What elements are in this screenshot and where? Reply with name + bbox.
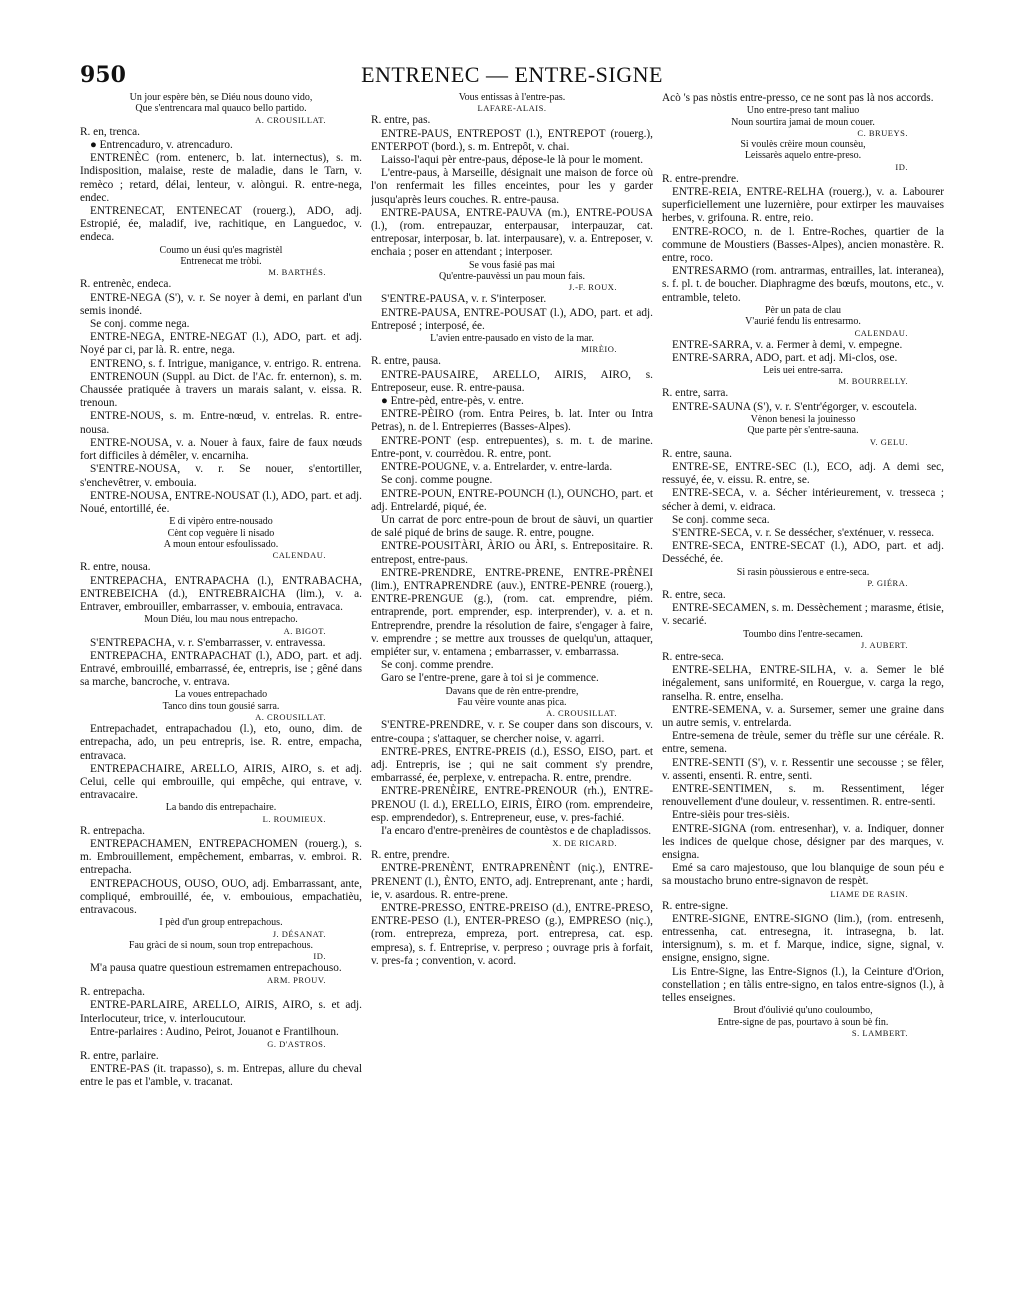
- quotation-line: Un jour espère bèn, se Diéu nous douno vido,: [129, 92, 313, 103]
- dictionary-entry: R. entre-seca.: [662, 650, 724, 663]
- quotation-line: Vous entissas à l'entre-pas.: [458, 92, 566, 103]
- quotation-line: Entrenecat me tròbi.: [180, 256, 262, 268]
- quotation-author: A. BIGOT.: [283, 625, 326, 636]
- quotation-author: LAFARE-ALAIS.: [477, 103, 547, 114]
- dictionary-entry: ENTRE-SARRA, v. a. Fermer à demi, v. empegne.: [672, 338, 903, 351]
- quotation-author: P. GIÉRA.: [867, 577, 908, 588]
- dictionary-entry: ENTRE-SENTI (S'), v. r. Ressentir une secousse ; se fêler, v. assenti, ensenti. R. entre, senti.: [662, 756, 944, 782]
- dictionary-entry: I'a encaro d'entre-prenèires de countèstos e de chapladissos.: [381, 824, 652, 837]
- quotation-line: Si voulès crèire moun counsèu,: [740, 139, 866, 151]
- quotation-line: Brout d'óulivié qu'uno couloumbo,: [733, 1005, 873, 1017]
- quotation-line: Fau vèire vounte anas pica.: [457, 696, 567, 708]
- dictionary-entry: S'ENTRE-NOUSA, v. r. Se nouer, s'entortiller, s'enchevêtrer, v. embouia.: [80, 463, 362, 489]
- dictionary-entry: Lis Entre-Signe, las Entre-Signos (l.), la Ceinture d'Orion, constellation ; en tàlis entre-signo, en talos entre-signos (l.), à telles enseignes.: [662, 965, 944, 1005]
- quotation-author: J. DÉSANAT.: [272, 928, 326, 939]
- dictionary-entry: R. entre, pas.: [371, 114, 431, 127]
- dictionary-entry: Se conj. comme nega.: [90, 318, 190, 331]
- quotation-author: G. D'ASTROS.: [267, 1039, 326, 1050]
- running-title: ENTRENEC — ENTRE-SIGNE: [361, 62, 663, 87]
- dictionary-entry: ENTRE-NOUSA, ENTRE-NOUSAT (l.), ADO, part. et adj. Noué, entortillé, ée.: [80, 489, 362, 515]
- dictionary-entry: ENTRE-SECA, ENTRE-SECAT (l.), ADO, part. et adj. Desséché, ée.: [662, 540, 944, 566]
- dictionary-entry: Laisso-l'aqui pèr entre-paus, dépose-le là pour le moment.: [381, 154, 644, 167]
- dictionary-entry: ENTRE-POUSITÀRI, ÀRIO ou ÀRI, s. Entrepositaire. R. entrepost, entre-paus.: [371, 540, 653, 566]
- dictionary-entry: Entrepachadet, entrapachadou (l.), eto, ouno, dim. de entrepacha, ado, un peu entrepris, ise. R. entre, empacha, entravaca.: [80, 723, 362, 762]
- quotation-author: M. BOURRELLY.: [838, 376, 908, 387]
- dictionary-entry: ● Entre-pèd, entre-pès, v. entre.: [381, 395, 524, 408]
- dictionary-entry: ENTRE-NEGA (S'), v. r. Se noyer à demi, en parlant d'un semis inondé.: [80, 291, 362, 317]
- dictionary-entry: Se conj. comme seca.: [672, 513, 770, 526]
- dictionary-entry: Garo se l'entre-prene, gare à toi si je commence.: [381, 672, 599, 685]
- dictionary-entry: ENTRE-NEGA, ENTRE-NEGAT (l.), ADO, part. et adj. Noyé par ci, par là. R. entre, nega.: [80, 331, 362, 357]
- quotation-line: La bando dis entrepachaire.: [165, 802, 277, 814]
- quotation-line: Uno entre-preso tant maliuo: [746, 105, 860, 117]
- dictionary-entry: R. entre, seca.: [662, 588, 726, 601]
- dictionary-entry: R. entre-prendre.: [662, 172, 739, 185]
- dictionary-entry: R. en, trenca.: [80, 125, 140, 138]
- quotation-author: ID.: [895, 161, 908, 172]
- quotation-author: L. ROUMIEUX.: [262, 813, 326, 824]
- quotation-author: X. DE RICARD.: [552, 838, 617, 849]
- quotation-author: J. AUBERT.: [860, 639, 908, 650]
- quotation-author: MIRÈIO.: [581, 344, 617, 355]
- column-middle: [371, 92, 653, 1290]
- column-right: [662, 92, 944, 1290]
- dictionary-entry: R. entrepacha.: [80, 824, 145, 837]
- dictionary-entry: ENTRE-NOUSA, v. a. Nouer à faux, faire de faux nœuds fort difficiles à démêler, v. encarniha.: [80, 436, 362, 463]
- dictionary-entry: R. entre-signe.: [662, 899, 729, 912]
- quotation-author: A. CROUSILLAT.: [255, 114, 326, 125]
- dictionary-entry: S'ENTRE-SECA, v. r. Se dessécher, s'exténuer, v. resseca.: [672, 526, 935, 539]
- dictionary-entry: ENTRE-PARLAIRE, ARELLO, AIRIS, AIRO, s. et adj. Interlocuteur, trice, v. interloucutour.: [80, 999, 362, 1025]
- quotation-author: ARM. PROUV.: [267, 975, 326, 986]
- quotation-line: La voues entrepachado: [174, 689, 268, 701]
- dictionary-entry: ENTRE-PRESSO, ENTRE-PREISO (d.), ENTRE-PRESO, ENTRE-PESO (l.), ENTER-PRESO (g.), EMPRESO (niç.), (rom. entrepreza, empreza, port. entrepresa, cat. esp. empresa), s. f. Entreprise, v. perpreso ; ouvrage pris à forfait, v. pres-fa ; convention, v. acord.: [371, 902, 653, 967]
- quotation-line: Si rasin pòussierous e entre-seca.: [736, 566, 870, 578]
- dictionary-entry: S'ENTRE-PAUSA, v. r. S'interposer.: [381, 293, 547, 306]
- quotation-line: E di vipèro entre-nousado: [169, 516, 273, 528]
- dictionary-entry: R. entrepacha.: [80, 986, 145, 999]
- dictionary-entry: ENTRE-PRENÈNT, ENTRAPRENÈNT (niç.), ENTRE-PRENENT (l.), ÈNTO, ENTO, adj. Entreprenant, ante ; hardi, ie, v. asardous. R. entre-prene.: [371, 862, 653, 901]
- dictionary-entry: ENTRE-PÈIRO (rom. Entra Peires, b. lat. Inter ou Intra Petras), n. de l. Entrepierres (Basses-Alpes).: [371, 408, 653, 434]
- quotation-line: Que s'entrencara mal quauco bello partido.: [135, 103, 307, 115]
- quotation-line: Leis uei entre-sarra.: [763, 365, 843, 377]
- quotation-author: M. BARTHÉS.: [268, 267, 326, 278]
- dictionary-entry: ENTRE-PAUSAIRE, ARELLO, AIRIS, AIRO, s. Entreposeur, euse. R. entre-pausa.: [371, 368, 653, 394]
- dictionary-entry: ENTRE-POUN, ENTRE-POUNCH (l.), OUNCHO, part. et adj. Entrelardé, piqué, ée.: [371, 487, 653, 513]
- quotation-author: C. BRUEYS.: [857, 128, 908, 139]
- dictionary-entry: ENTRE-PRES, ENTRE-PREIS (d.), ESSO, EISO, part. et adj. Entrepris, ise ; qui ne sait comment s'y prendre, embarrassé, ée, perplexe, v. entrepacha. R. entre, prendre.: [371, 745, 653, 785]
- dictionary-entry: R. entre, sarra.: [662, 387, 729, 400]
- dictionary-entry: Se conj. comme prendre.: [381, 659, 494, 672]
- dictionary-entry: ENTRENO, s. f. Intrigue, manigance, v. entrigo. R. entrena.: [90, 357, 362, 370]
- dictionary-entry: ENTRE-PAUSA, ENTRE-POUSAT (l.), ADO, part. et adj. Entreposé ; interposé, ée.: [371, 306, 653, 332]
- dictionary-entry: ENTRE-SELHA, ENTRE-SILHA, v. a. Semer le blé inégalement, sans uniformité, en Rouergue, v. carga la rego, ranselha. R. entre, enselha.: [662, 664, 944, 703]
- quotation-line: V'aurié fendu lis entresarmo.: [745, 316, 861, 328]
- page-number: 950: [80, 62, 126, 88]
- quotation-author: A. CROUSILLAT.: [546, 708, 617, 719]
- quotation-line: Fau gràci de si noum, soun trop entrepachous.: [128, 939, 314, 951]
- dictionary-entry: ENTREPACHAMEN, ENTREPACHOMEN (rouerg.), s. m. Embrouillement, empêchement, embarras, v. embroi. R. entrepacha.: [80, 838, 362, 877]
- quotation-line: Davans que de rèn entre-prendre,: [445, 685, 579, 697]
- dictionary-entry: ENTRE-PONT (esp. entrepuentes), s. m. t. de marine. Entre-pont, v. courrèdou. R. entre, pont.: [371, 434, 653, 460]
- dictionary-entry: R. entre, sauna.: [662, 447, 732, 460]
- dictionary-entry: Entre-sièis pour tres-sièis.: [672, 809, 790, 822]
- quotation-line: Que parte pèr s'entre-sauna.: [747, 425, 859, 437]
- dictionary-entry: ENTREPACHAIRE, ARELLO, AIRIS, AIRO, s. et adj. Celui, celle qui embrouille, qui empêche, qui entrave, v. entravacaire.: [80, 762, 362, 802]
- dictionary-entry: ENTRE-SE, ENTRE-SEC (l.), ECO, adj. A demi sec, ressuyé, ée, v. eissu. R. entre, se.: [662, 460, 944, 487]
- dictionary-entry: Se conj. comme pougne.: [381, 474, 493, 487]
- quotation-line: Vènon benesi la jouinesso: [750, 413, 856, 425]
- quotation-author: J.-F. ROUX.: [568, 282, 617, 293]
- dictionary-entry: ENTRE-PAS (it. trapasso), s. m. Entrepas, allure du cheval entre le pas et l'amble, v. tracanat.: [80, 1063, 362, 1089]
- quotation-line: Leissarès aquelo entre-preso.: [744, 150, 862, 162]
- quotation-line: Noun sourtira jamai de moun couer.: [731, 116, 875, 128]
- quotation-line: Tanco dins toun gousié sarra.: [162, 700, 280, 712]
- dictionary-entry: L'entre-paus, à Marseille, désignait une maison de force où l'on renfermait les filles enceintes, pour les y garder jusqu'après leurs couches. R. entre-pausa.: [371, 167, 653, 206]
- quotation-line: Pèr un pata de clau: [764, 304, 842, 316]
- dictionary-entry: ENTRE-PAUS, ENTREPOST (l.), ENTREPOT (rouerg.), ENTERPOT (bord.), s. m. Entrepôt, v. chai.: [371, 127, 653, 153]
- dictionary-entry: ENTRE-NOUS, s. m. Entre-nœud, v. entrelas. R. entre-nousa.: [80, 410, 362, 436]
- dictionary-entry: S'ENTREPACHA, v. r. S'embarrasser, v. entravessa.: [90, 636, 326, 649]
- dictionary-entry: ENTRE-SEMENA, v. a. Sursemer, semer une graine dans un autre semis, v. entrelarda.: [662, 703, 944, 729]
- dictionary-entry: Acò 's pas nòstis entre-presso, ce ne sont pas là nos accords.: [662, 92, 934, 104]
- dictionary-entry: ENTRENÈC (rom. entenerc, b. lat. internectus), s. m. Indisposition, malaise, reste de maladie, dans le Tarn, v. remèco ; retard, délai, lenteur, v. alòngui. R. entre-nega, endec.: [80, 152, 362, 204]
- dictionary-entry: ENTRE-SENTIMEN, s. m. Ressentiment, léger renouvellement d'une douleur, v. ressentimen. R. entre-senti.: [662, 782, 944, 809]
- dictionary-entry: ENTREPACHOUS, OUSO, OUO, adj. Embarrassant, ante, compliqué, embrouillé, ée, v. embouious, empachatièu, entravacous.: [80, 877, 362, 917]
- dictionary-entry: ENTRE-PRENDRE, ENTRE-PRENE, ENTRE-PRÈNEI (lim.), ENTRAPRENDRE (auv.), ENTRE-PENRE (rouerg.), ENTRE-PRENGUE (g.), (rom. cat. emprendre, piém. entraprende, port. emprender, esp. interprender), v. a. et n. Entreprendre, prendre la résolution de faire, s'engager à faire, v. emprendre ; se mettre aux trousses de quelqu'un, attaquer, empiéter sur, v. entamena ; embarrasser, v. embarrassa.: [371, 566, 653, 658]
- dictionary-entry: R. entre, nousa.: [80, 561, 151, 574]
- dictionary-entry: ENTRE-PRENÈIRE, ENTRE-PRENOUR (rh.), ENTRE-PRENOU (l. d.), ERELLO, EIRIS, ÈIRO (rom. emprendeire, esp. emprendedor), s. Entrepreneur, euse, v. pres-fachié.: [371, 785, 653, 824]
- quotation-author: CALENDAU.: [272, 550, 326, 561]
- dictionary-entry: ENTRENOUN (Suppl. au Dict. de l'Ac. fr. enternon), s. m. Chaussée pratiquée à travers un marais salant, v. eissa. R. trenoun.: [80, 370, 362, 410]
- dictionary-entry: ENTRE-SECAMEN, s. m. Dessèchement ; marasme, étisie, v. secarié.: [662, 602, 944, 628]
- quotation-author: CALENDAU.: [854, 327, 908, 338]
- quotation-line: Moun Diéu, lou mau nous entrepacho.: [144, 614, 298, 626]
- dictionary-entry: R. entre, prendre.: [371, 849, 450, 862]
- dictionary-entry: ENTRE-SARRA, ADO, part. et adj. Mi-clos, ose.: [672, 351, 898, 364]
- quotation-line: Cènt cop veguère li nisado: [167, 527, 275, 539]
- dictionary-entry: ENTRE-SAUNA (S'), v. r. S'entr'égorger, v. escoutela.: [672, 400, 917, 413]
- quotation-line: A moun entour esfoulissado.: [163, 538, 279, 550]
- quotation-line: Qu'entre-pauvèssi un pau moun fais.: [439, 271, 585, 283]
- dictionary-entry: ENTRE-SECA, v. a. Sécher intérieurement, v. tresseca ; sécher à demi, v. eidraca.: [662, 487, 944, 513]
- dictionary-entry: ● Entrencaduro, v. atrencaduro.: [90, 139, 233, 152]
- quotation-line: I pèd d'un group entrepachous.: [159, 917, 283, 929]
- quotation-line: Entre-signe de pas, pourtavo à soun bè fin.: [717, 1016, 889, 1028]
- quotation-author: A. CROUSILLAT.: [255, 712, 326, 723]
- dictionary-entry: ENTRE-POUGNE, v. a. Entrelarder, v. entre-larda.: [381, 461, 613, 474]
- quotation-line: L'avien entre-pausado en visto de la mar.: [430, 333, 594, 345]
- dictionary-entry: ENTREPACHA, ENTRAPACHA (l.), ENTRABACHA, ENTREBEICHA (d.), ENTREBRAICHA (lim.), v. a. Entraver, embrouiller, embarrasser, v. embouia, entravaca.: [80, 574, 362, 613]
- dictionary-entry: Entre-parlaires : Audino, Peirot, Jouanot e Frantilhoun.: [90, 1025, 339, 1038]
- quotation-author: V. GELU.: [869, 436, 908, 447]
- dictionary-entry: M'a pausa quatre questioun estremamen entrepachouso.: [90, 962, 342, 975]
- quotation-author: S. LAMBERT.: [851, 1028, 908, 1039]
- dictionary-entry: R. entre, pausa.: [371, 355, 441, 368]
- dictionary-entry: ENTREPACHA, ENTRAPACHAT (l.), ADO, part. et adj. Entravé, embrouillé, embarrassé, ée, entrepris, ise ; gêné dans sa marche, bancroche, v. entrava.: [80, 649, 362, 689]
- quotation-line: Toumbo dins l'entre-secamen.: [743, 628, 863, 640]
- dictionary-entry: ENTRESARMO (rom. antrarmas, entrailles, lat. interanea), s. f. pl. t. de boucher. Diaphragme des bœufs, moutons, etc., v. entramble, teleto.: [662, 265, 944, 304]
- dictionary-entry: R. entre, parlaire.: [80, 1050, 159, 1063]
- page-header: [80, 62, 944, 92]
- dictionary-entry: R. entrenèc, endeca.: [80, 278, 172, 291]
- dictionary-entry: Entre-semena de trèule, semer du trèfle sur une céréale. R. entre, semena.: [662, 730, 944, 756]
- quotation-author: ID.: [313, 951, 326, 962]
- quotation-line: Coumo un éusi qu'es magristèl: [159, 244, 283, 256]
- dictionary-entry: ENTRE-ROCO, n. de l. Entre-Roches, quartier de la commune de Moustiers (Basses-Alpes), ancien monastère. R. entre, roco.: [662, 225, 944, 265]
- dictionary-entry: ENTRE-SIGNE, ENTRE-SIGNO (lim.), (rom. entresenh, entressenha, cat. entresegna, it. intrasegna, b. lat. intersignum), s. m. et f. Marque, indice, signe, signal, v. ensigne, ensigno, signe.: [662, 912, 944, 965]
- quotation-line: Se vous fasié pas mai: [468, 259, 556, 271]
- dictionary-entry: ENTRENECAT, ENTENECAT (rouerg.), ADO, adj. Estropié, ée, maladif, ive, rachitique, en Languedoc, v. endeca.: [80, 205, 362, 244]
- dictionary-entry: ENTRE-PAUSA, ENTRE-PAUVA (m.), ENTRE-POUSA (l.), (rom. entrepauzar, enterpausar, interpauzar, cat. entreposar, interposar, b. lat. interpausare), v. a. Entreposer, v. enchaia ; poser en attendant ; interposer.: [371, 206, 653, 259]
- column-left: [80, 92, 362, 1290]
- dictionary-entry: S'ENTRE-PRENDRE, v. r. Se couper dans son discours, v. entre-coupa ; s'attaquer, se chercher noise, v. agarri.: [371, 719, 653, 745]
- dictionary-entry: Un carrat de porc entre-poun de brout de sàuvi, un quartier de salé piqué de brins de sauge. R. entre, pougne.: [371, 513, 653, 540]
- dictionary-entry: Emé sa caro majestouso, que lou blanquige de soun péu e sa moustacho bruno entre-signavon de respèt.: [662, 862, 944, 888]
- dictionary-entry: ENTRE-REIA, ENTRE-RELHA (rouerg.), v. a. Labourer superficiellement une luzernière, pour extirper les mauvaises herbes, v. grifouna. R. entre, reio.: [662, 186, 944, 225]
- quotation-author: LIAME DE RASIN.: [830, 888, 908, 899]
- dictionary-entry: ENTRE-SIGNA (rom. entresenhar), v. a. Indiquer, donner les indices de quelque chose, désigner par des marques, v. ensigna.: [662, 822, 944, 861]
